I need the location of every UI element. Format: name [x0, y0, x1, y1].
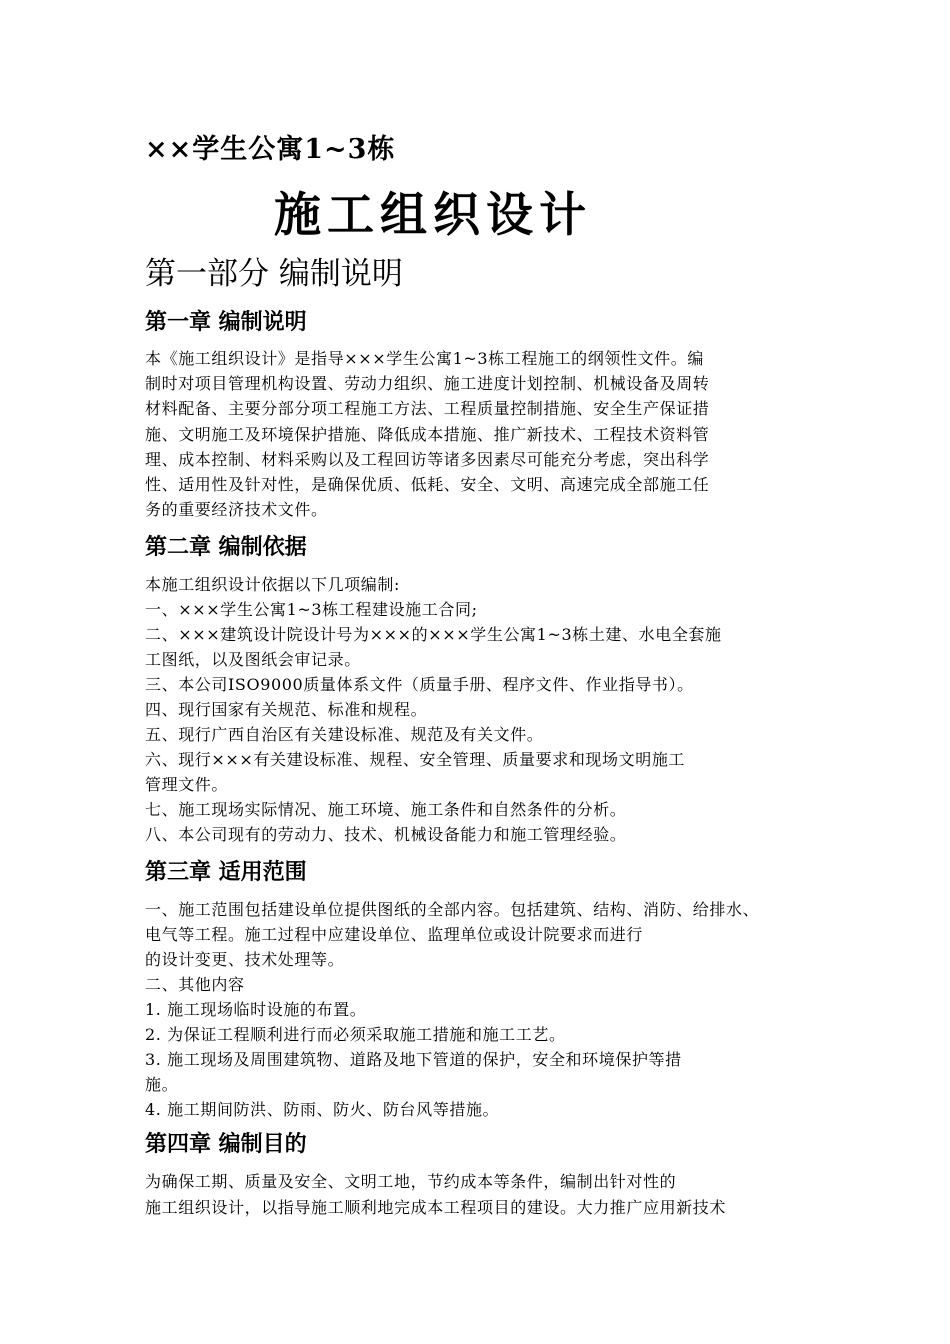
document-subtitle: ××学生公寓1~3栋	[145, 134, 396, 165]
chapter3-line: 4. 施工期间防洪、防雨、防火、防台风等措施。	[145, 1100, 500, 1119]
chapter2-line: 三、本公司ISO9000质量体系文件（质量手册、程序文件、作业指导书）。	[145, 675, 694, 694]
chapter3-line: 1. 施工现场临时设施的布置。	[145, 1000, 367, 1019]
chapter4-line: 为确保工期、质量及安全、文明工地，节约成本等条件，编制出针对性的	[145, 1172, 677, 1191]
chapter1-line: 施、文明施工及环境保护措施、降低成本措施、推广新技术、工程技术资料管	[145, 425, 710, 444]
chapter3-line: 一、施工范围包括建设单位提供图纸的全部内容。包括建筑、结构、消防、给排水、	[145, 900, 760, 919]
chapter3-line: 二、其他内容	[145, 975, 245, 994]
chapter3-heading: 第三章 适用范围	[145, 860, 307, 885]
chapter3-line: 2. 为保证工程顺利进行而必须采取施工措施和施工工艺。	[145, 1025, 566, 1044]
chapter2-line: 工图纸，以及图纸会审记录。	[145, 650, 361, 669]
chapter1-line: 材料配备、主要分部分项工程施工方法、工程质量控制措施、安全生产保证措	[145, 399, 710, 418]
document-title: 施工组织设计	[274, 188, 592, 243]
chapter1-line: 理、成本控制、材料采购以及工程回访等诸多因素尽可能充分考虑，突出科学	[145, 450, 710, 469]
chapter2-heading: 第二章 编制依据	[145, 535, 307, 560]
chapter2-line: 管理文件。	[145, 775, 229, 794]
chapter1-heading: 第一章 编制说明	[145, 310, 307, 335]
chapter1-line: 制时对项目管理机构设置、劳动力组织、施工进度计划控制、机械设备及周转	[145, 374, 710, 393]
chapter2-line: 六、现行×××有关建设标准、规程、安全管理、质量要求和现场文明施工	[145, 750, 686, 769]
chapter2-line: 一、×××学生公寓1~3栋工程建设施工合同;	[145, 600, 478, 619]
chapter2-line: 七、施工现场实际情况、施工环境、施工条件和自然条件的分析。	[145, 800, 627, 819]
chapter1-line: 性、适用性及针对性，是确保优质、低耗、安全、文明、高速完成全部施工任	[145, 475, 710, 494]
chapter2-line: 五、现行广西自治区有关建设标准、规范及有关文件。	[145, 725, 544, 744]
part-title: 第一部分 编制说明	[145, 256, 403, 292]
chapter1-line: 本《施工组织设计》是指导×××学生公寓1~3栋工程施工的纲领性文件。编	[145, 349, 704, 368]
chapter4-heading: 第四章 编制目的	[145, 1132, 307, 1157]
chapter3-line: 3. 施工现场及周围建筑物、道路及地下管道的保护，安全和环境保护等措	[145, 1050, 682, 1069]
chapter2-line: 二、×××建筑设计院设计号为×××的×××学生公寓1~3栋土建、水电全套施	[145, 625, 722, 644]
chapter4-line: 施工组织设计，以指导施工顺利地完成本工程项目的建设。大力推广应用新技术	[145, 1198, 727, 1217]
chapter3-line: 施。	[145, 1075, 179, 1094]
chapter3-line: 的设计变更、技术处理等。	[145, 950, 345, 969]
chapter3-line: 电气等工程。施工过程中应建设单位、监理单位或设计院要求而进行	[145, 925, 644, 944]
chapter2-line: 本施工组织设计依据以下几项编制:	[145, 575, 400, 594]
chapter1-line: 务的重要经济技术文件。	[145, 500, 328, 519]
chapter2-line: 四、现行国家有关规范、标准和规程。	[145, 700, 428, 719]
chapter2-line: 八、本公司现有的劳动力、技术、机械设备能力和施工管理经验。	[145, 825, 627, 844]
